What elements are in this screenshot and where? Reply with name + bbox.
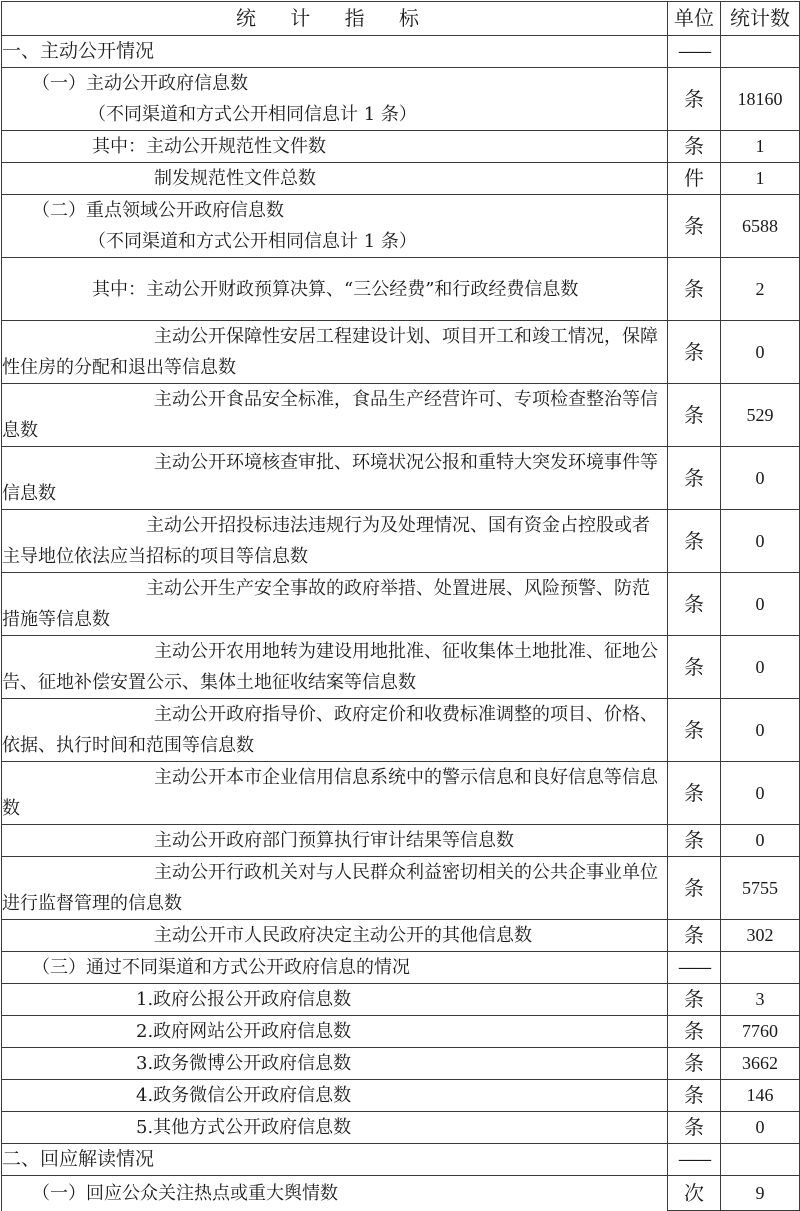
count-cell	[721, 36, 800, 68]
indicator-cell	[2, 68, 668, 131]
unit-cell: 条	[668, 68, 721, 131]
section-title: 一、主动公开情况	[2, 36, 668, 68]
count-cell: 0	[721, 636, 800, 699]
count-cell: 302	[721, 920, 800, 952]
count-cell: 6588	[721, 195, 800, 258]
table-row	[2, 1112, 800, 1144]
count-cell: 18160	[721, 68, 800, 131]
unit-cell: 条	[668, 321, 721, 384]
count-cell: 529	[721, 384, 800, 447]
indicator-cell: 4.政务微信公开政府信息数	[2, 1080, 668, 1112]
indicator-cell: 主动公开农用地转为建设用地批准、征收集体土地批准、征地公告、征地补偿安置公示、集体土地征收结案等信息数	[2, 636, 668, 699]
unit-cell: 件	[668, 163, 721, 195]
table-row	[2, 636, 800, 699]
indicator-cell	[2, 195, 668, 258]
table-row	[2, 857, 800, 920]
count-cell	[721, 1144, 800, 1176]
section-row	[2, 1144, 800, 1176]
indicator-cell: 3.政务微博公开政府信息数	[2, 1048, 668, 1080]
table-row	[2, 1176, 800, 1211]
count-cell: 0	[721, 510, 800, 573]
table-row	[2, 920, 800, 952]
section-title: 二、回应解读情况	[2, 1144, 668, 1176]
unit-cell: 条	[668, 857, 721, 920]
unit-cell: 条	[668, 920, 721, 952]
table-row	[2, 510, 800, 573]
table-row	[2, 163, 800, 195]
indicator-line1: （二）重点领域公开政府信息数	[32, 200, 284, 221]
unit-cell: 条	[668, 1112, 721, 1144]
table-row	[2, 68, 800, 131]
unit-cell: 条	[668, 699, 721, 762]
header-indicator: 统 计 指 标	[2, 2, 668, 36]
table-row	[2, 573, 800, 636]
indicator-cell: 主动公开保障性安居工程建设计划、项目开工和竣工情况，保障性住房的分配和退出等信息数	[2, 321, 668, 384]
table-row	[2, 1080, 800, 1112]
unit-cell: 条	[668, 1048, 721, 1080]
count-cell: 5755	[721, 857, 800, 920]
unit-cell: 条	[668, 573, 721, 636]
table-row	[2, 195, 800, 258]
indicator-cell: 主动公开政府部门预算执行审计结果等信息数	[2, 825, 668, 857]
table-row	[2, 699, 800, 762]
unit-cell: 条	[668, 384, 721, 447]
count-cell: 0	[721, 825, 800, 857]
unit-cell: 条	[668, 984, 721, 1016]
indicator-cell: （一）回应公众关注热点或重大舆情数	[2, 1176, 668, 1211]
indicator-cell: 其中：主动公开规范性文件数	[2, 131, 668, 163]
table-row	[2, 131, 800, 163]
unit-cell: 条	[668, 510, 721, 573]
unit-cell: 条	[668, 258, 721, 321]
indicator-cell: 主动公开环境核查审批、环境状况公报和重特大突发环境事件等信息数	[2, 447, 668, 510]
count-cell: 0	[721, 321, 800, 384]
unit-cell: ——	[668, 36, 721, 68]
indicator-line2: （不同渠道和方式公开相同信息计 1 条）	[88, 104, 417, 125]
count-cell: 0	[721, 573, 800, 636]
table-header-row	[2, 2, 800, 36]
unit-cell: 条	[668, 1080, 721, 1112]
table-row	[2, 447, 800, 510]
count-cell: 1	[721, 163, 800, 195]
table-row	[2, 762, 800, 825]
unit-cell: 次	[668, 1176, 721, 1211]
header-count: 统计数	[721, 2, 800, 36]
unit-cell: 条	[668, 447, 721, 510]
indicator-cell: 主动公开招投标违法违规行为及处理情况、国有资金占控股或者主导地位依法应当招标的项目等信息数	[2, 510, 668, 573]
indicator-cell: 1.政府公报公开政府信息数	[2, 984, 668, 1016]
indicator-cell: 主动公开食品安全标准，食品生产经营许可、专项检查整治等信息数	[2, 384, 668, 447]
table-row	[2, 321, 800, 384]
unit-cell: 条	[668, 1016, 721, 1048]
count-cell: 2	[721, 258, 800, 321]
table-row	[2, 952, 800, 984]
count-cell: 0	[721, 447, 800, 510]
table-row	[2, 384, 800, 447]
indicator-cell: 主动公开政府指导价、政府定价和收费标准调整的项目、价格、依据、执行时间和范围等信息数	[2, 699, 668, 762]
indicator-cell: 主动公开本市企业信用信息系统中的警示信息和良好信息等信息数	[2, 762, 668, 825]
indicator-cell: 其中：主动公开财政预算决算、“三公经费”和行政经费信息数	[2, 258, 668, 321]
unit-cell: 条	[668, 131, 721, 163]
indicator-cell: 制发规范性文件总数	[2, 163, 668, 195]
count-cell: 0	[721, 699, 800, 762]
count-cell: 1	[721, 131, 800, 163]
unit-cell: 条	[668, 825, 721, 857]
unit-cell: 条	[668, 636, 721, 699]
count-cell: 9	[721, 1176, 800, 1211]
count-cell: 3	[721, 984, 800, 1016]
section-row	[2, 36, 800, 68]
indicator-cell: 2.政府网站公开政府信息数	[2, 1016, 668, 1048]
count-cell: 0	[721, 762, 800, 825]
table-row	[2, 258, 800, 321]
indicator-line1: （一）主动公开政府信息数	[32, 73, 248, 94]
count-cell	[721, 952, 800, 984]
table-row	[2, 984, 800, 1016]
indicator-cell: 5.其他方式公开政府信息数	[2, 1112, 668, 1144]
indicator-line2: （不同渠道和方式公开相同信息计 1 条）	[88, 231, 417, 252]
indicator-cell: 主动公开市人民政府决定主动公开的其他信息数	[2, 920, 668, 952]
unit-cell: ——	[668, 1144, 721, 1176]
count-cell: 3662	[721, 1048, 800, 1080]
count-cell: 146	[721, 1080, 800, 1112]
indicator-cell: （三）通过不同渠道和方式公开政府信息的情况	[2, 952, 668, 984]
table-row	[2, 825, 800, 857]
header-unit: 单位	[668, 2, 721, 36]
count-cell: 7760	[721, 1016, 800, 1048]
indicator-cell: 主动公开行政机关对与人民群众利益密切相关的公共企事业单位进行监督管理的信息数	[2, 857, 668, 920]
unit-cell: ——	[668, 952, 721, 984]
unit-cell: 条	[668, 762, 721, 825]
table-row	[2, 1016, 800, 1048]
indicator-cell: 主动公开生产安全事故的政府举措、处置进展、风险预警、防范措施等信息数	[2, 573, 668, 636]
count-cell: 0	[721, 1112, 800, 1144]
table-row	[2, 1048, 800, 1080]
statistics-table	[1, 1, 800, 1211]
unit-cell: 条	[668, 195, 721, 258]
